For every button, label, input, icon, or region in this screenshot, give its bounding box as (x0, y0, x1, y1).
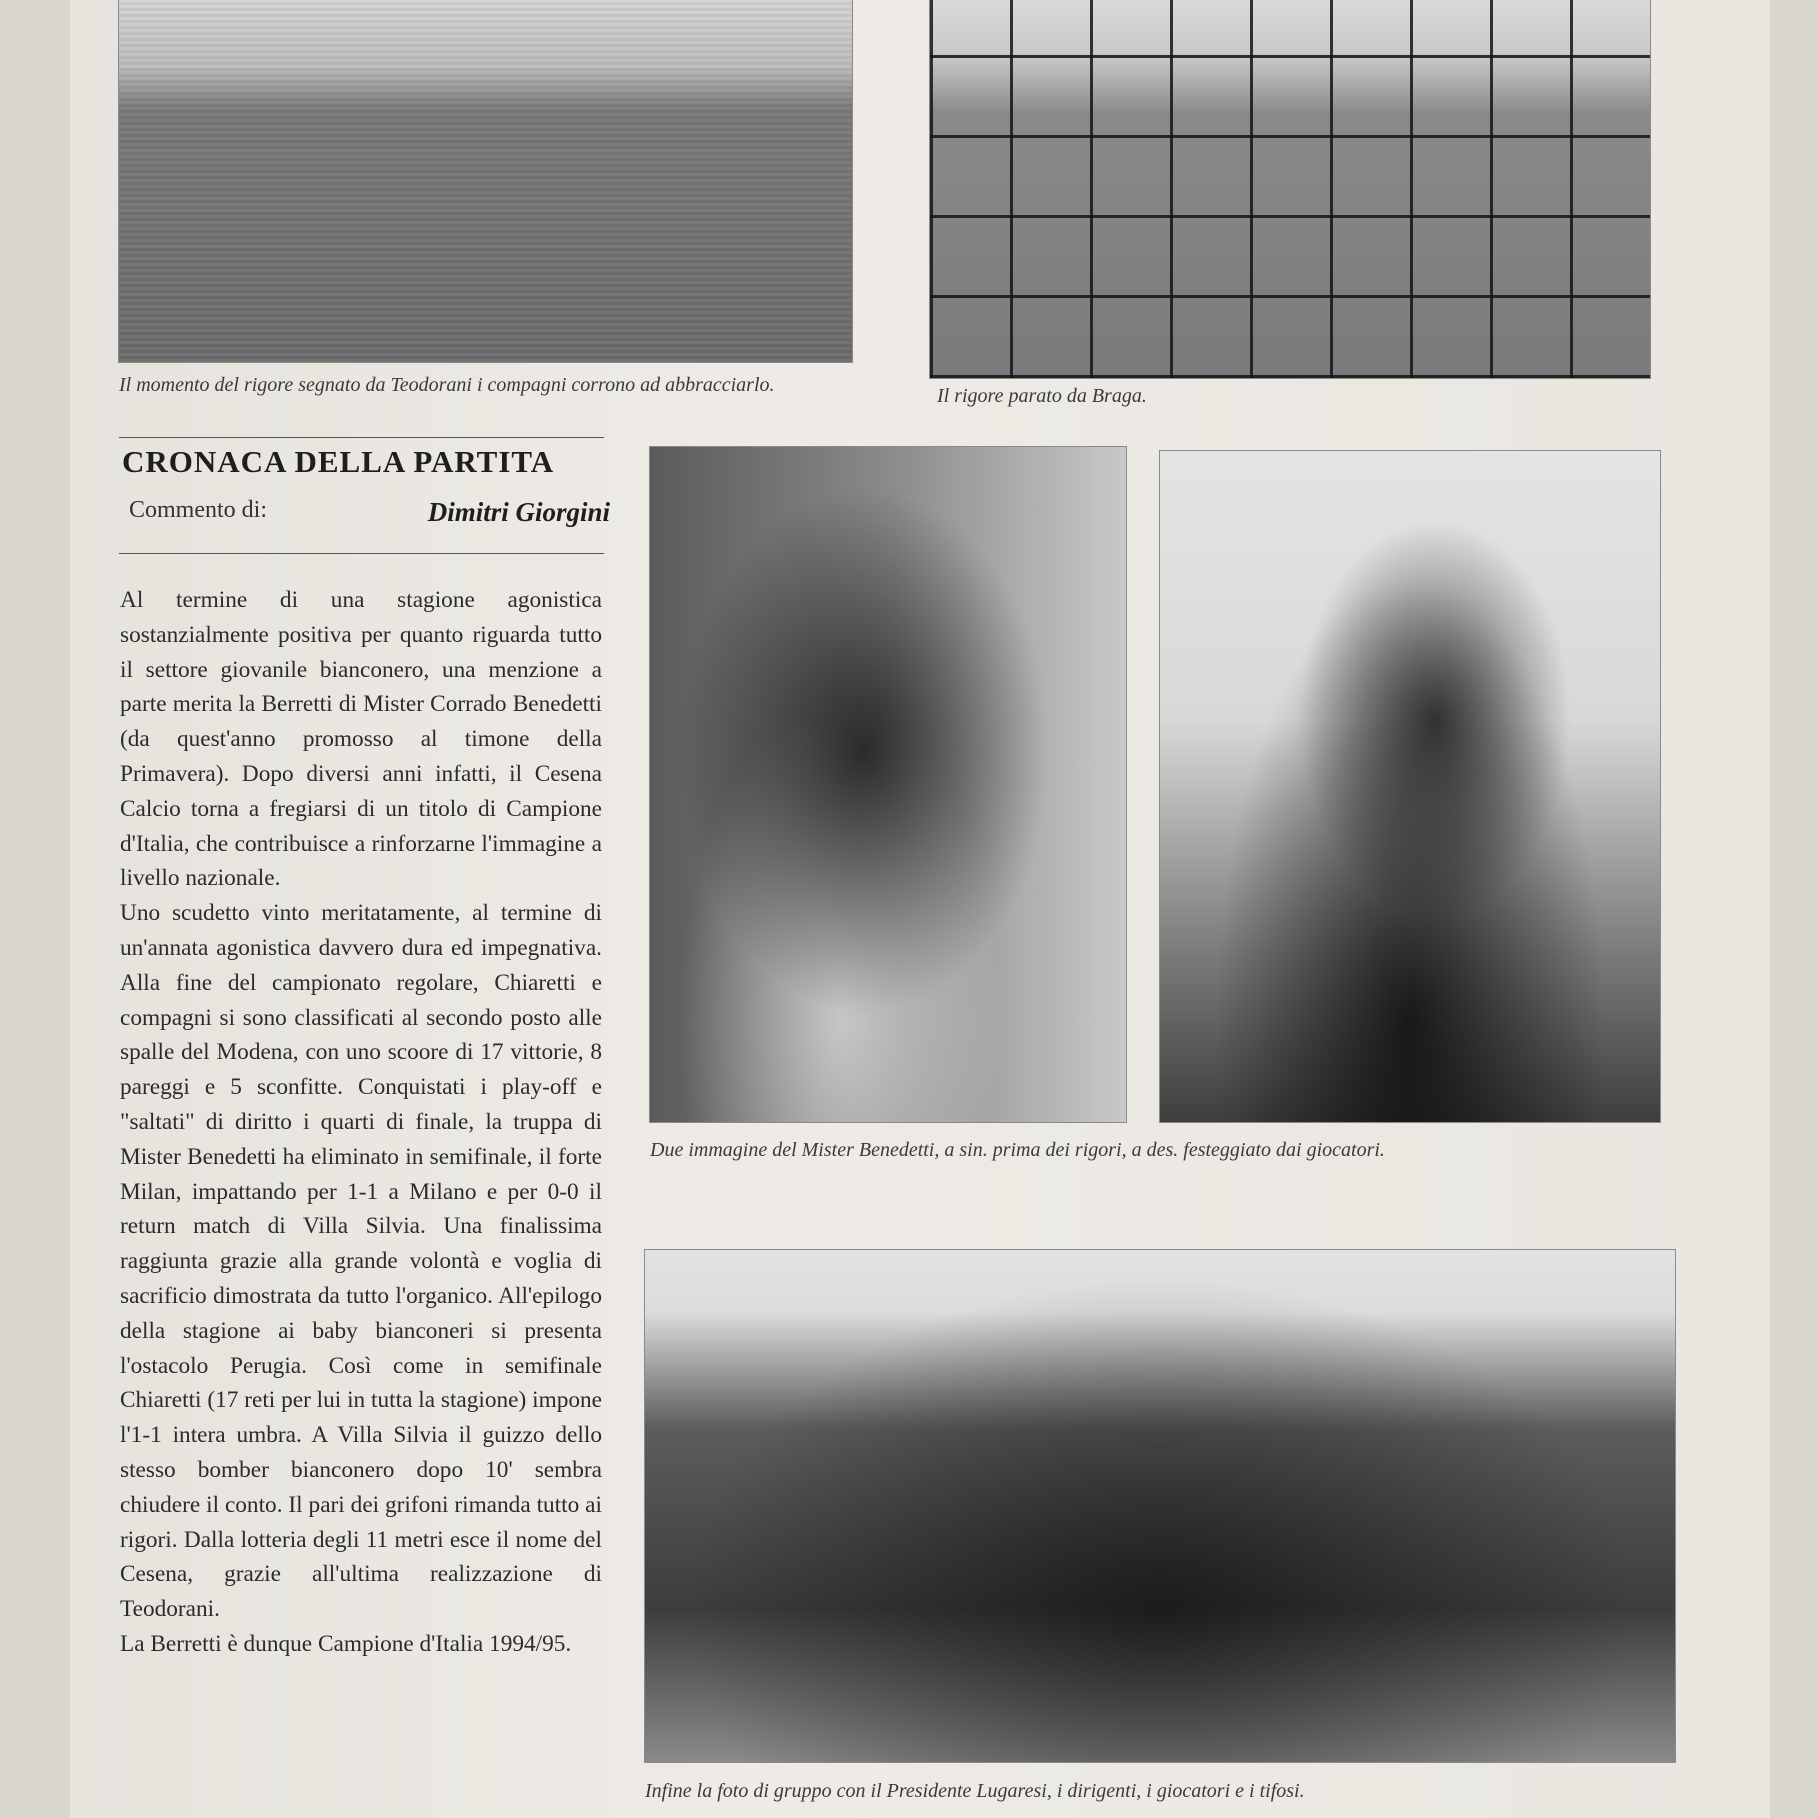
byline-author: Dimitri Giorgini (427, 497, 610, 527)
caption-penalty-saved: Il rigore parato da Braga. (937, 385, 1147, 407)
rule-top (119, 437, 604, 438)
photo-coach-before-penalties (650, 447, 1126, 1122)
byline-label: Commento di: (129, 497, 267, 523)
photo-coach-celebrated (1160, 451, 1660, 1122)
photo-penalty-scored (119, 0, 852, 362)
article-body (120, 583, 602, 1662)
caption-team-group: Infine la foto di gruppo con il Presidente Lugaresi, i dirigenti, i giocatori e i tifosi. (645, 1780, 1305, 1802)
photo-penalty-saved (930, 0, 1650, 378)
caption-penalty-scored: Il momento del rigore segnato da Teodorani i compagni corrono ad abbracciarlo. (119, 374, 775, 396)
magazine-page (70, 0, 1770, 1818)
article-paragraph: La Berretti è dunque Campione d'Italia 1994/95. (120, 1630, 572, 1657)
article-paragraph: Al termine di una stagione agonistica sostanzialmente positiva per quanto riguarda tutto il settore giovanile bianconero, una menzione a parte merita la Berretti di Mister Corrado Benedetti (da quest'anno promosso al timone della Primavera). Dopo diversi anni infatti, il Cesena Calcio torna a fregiarsi di un titolo di Campione d'Italia, che contribuisce a rinforzarne l'immagine a livello nazionale. (120, 587, 602, 892)
rule-bottom (119, 553, 604, 554)
article-paragraph: Uno scudetto vinto meritatamente, al termine di un'annata agonistica davvero dura ed impegnativa. Alla fine del campionato regolare, Chiaretti e compagni si sono classificati al secondo posto alle spalle del Modena, con uno scoore di 17 vittorie, 8 pareggi e 5 sconfitte. Conquistati i play-off e "saltati" di diritto i quarti di finale, la truppa di Mister Benedetti ha eliminato in semifinale, il forte Milan, impattando per 1-1 a Milano e per 0-0 il return match di Villa Silvia. Una finalissima raggiunta grazie alla grande volontà e voglia di sacrificio dimostrata da tutto l'organico. All'epilogo della stagione ai baby bianconeri si presenta l'ostacolo Perugia. Così come in semifinale Chiaretti (17 reti per lui in tutta la stagione) impone l'1-1 intera umbra. A Villa Silvia il guizzo dello stesso bomber bianconero dopo 10' sembra chiudere il conto. Il pari dei grifoni rimanda tutto ai rigori. Dalla lotteria degli 11 metri esce il nome del Cesena, grazie all'ultima realizzazione di Teodorani. (120, 900, 602, 1623)
photo-team-group (645, 1250, 1675, 1762)
caption-coach-photos: Due immagine del Mister Benedetti, a sin. prima dei rigori, a des. festeggiato dai giocatori. (650, 1139, 1385, 1161)
article-title: CRONACA DELLA PARTITA (122, 444, 555, 479)
